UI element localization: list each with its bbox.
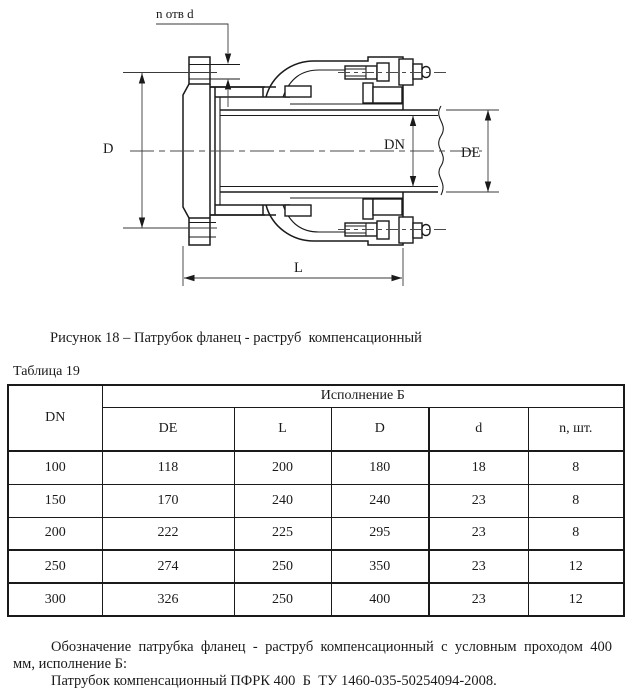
table-row [8,517,624,550]
designation-note [13,639,612,690]
cell-dn: 150 [8,484,102,517]
top-clamp-assembly [210,57,430,110]
cell-d: 18 [429,451,528,484]
dimension-L [183,246,403,286]
cell-d: 23 [429,517,528,550]
cell-d-cap: 350 [331,550,429,583]
cell-l: 200 [234,451,331,484]
cell-de: 170 [102,484,234,517]
cell-d-cap: 400 [331,583,429,616]
cell-de: 222 [102,517,234,550]
holes-label: n отв d [156,6,194,21]
cell-de: 274 [102,550,234,583]
cell-dn: 200 [8,517,102,550]
cell-n: 12 [528,550,624,583]
dimensions-table [7,384,625,617]
col-header-de: DE [102,407,234,451]
figure-caption: Рисунок 18 – Патрубок фланец - раструб компенсационный [50,330,422,346]
cell-d: 23 [429,484,528,517]
D-label: D [103,141,114,157]
col-header-l: L [234,407,331,451]
DE-label: DE [461,145,481,161]
L-label: L [294,260,303,276]
cell-l: 250 [234,550,331,583]
col-header-n: n, шт. [528,407,624,451]
note-line-1: Обозначение патрубка фланец - раструб компенсационный с условным проходом 400 [51,639,612,655]
cell-de: 118 [102,451,234,484]
note-line-3: Патрубок компенсационный ПФРК 400 Б ТУ 1460-035-50254094-2008. [51,673,497,689]
dimension-D [103,73,217,229]
cell-d: 23 [429,550,528,583]
cell-d: 23 [429,583,528,616]
group-header: Исполнение Б [102,385,624,407]
cell-dn: 100 [8,451,102,484]
table-row [8,583,624,616]
table-title: Таблица 19 [13,364,80,379]
col-header-dn: DN [8,385,102,451]
cell-dn: 300 [8,583,102,616]
DN-label: DN [384,137,405,153]
cell-l: 225 [234,517,331,550]
cell-l: 240 [234,484,331,517]
table-row [8,550,624,583]
cell-n: 8 [528,484,624,517]
cell-l: 250 [234,583,331,616]
cell-n: 8 [528,517,624,550]
table-row [8,451,624,484]
note-line-2: мм, исполнение Б: [13,656,127,672]
bottom-clamp-assembly [210,192,430,245]
col-header-d-cap: D [331,407,429,451]
cell-n: 8 [528,451,624,484]
cell-de: 326 [102,583,234,616]
cell-d-cap: 240 [331,484,429,517]
technical-drawing [0,0,628,318]
cell-dn: 250 [8,550,102,583]
col-header-d: d [429,407,528,451]
table-row [8,484,624,517]
cell-d-cap: 180 [331,451,429,484]
cell-d-cap: 295 [331,517,429,550]
cell-n: 12 [528,583,624,616]
